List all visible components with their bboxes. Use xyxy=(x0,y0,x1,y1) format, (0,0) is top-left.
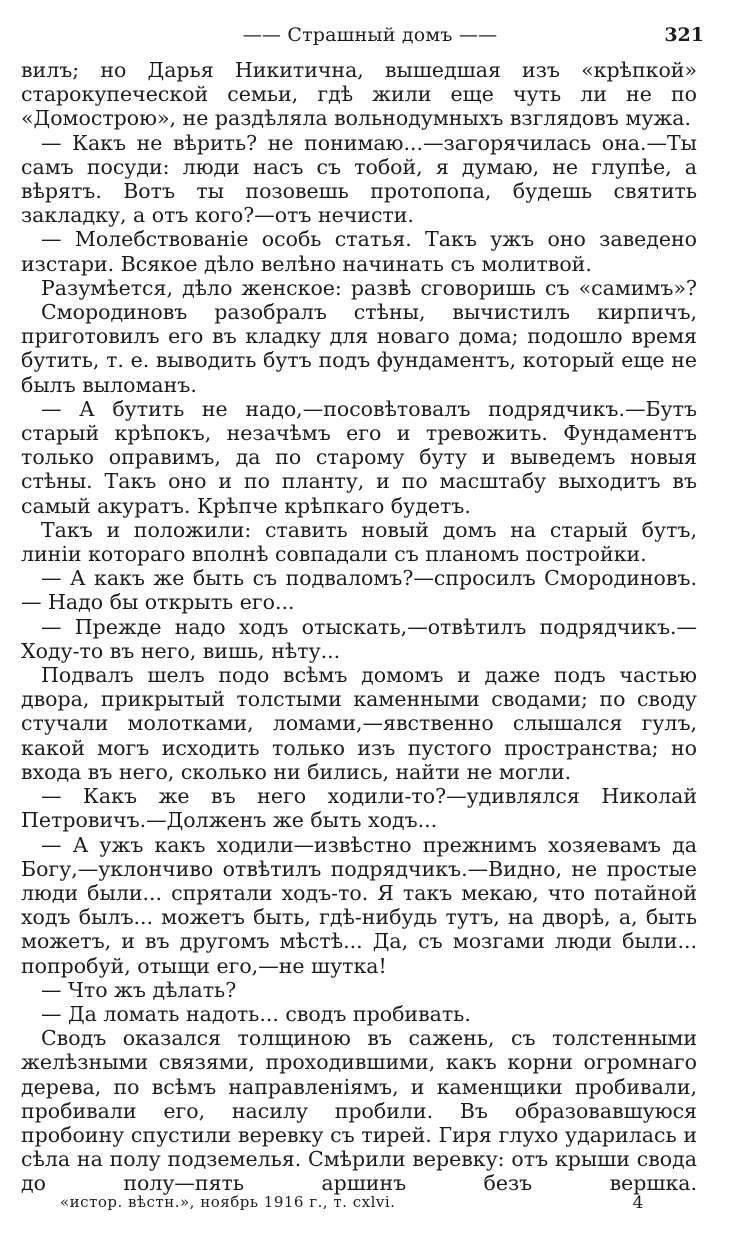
footer-source: «истор. вѣстн.», ноябрь 1916 г., т. cxlvi. xyxy=(60,1193,396,1211)
paragraph-5: Смородиновъ разобралъ стѣны, вычистилъ кирпичъ, приготовилъ его въ кладку для новаго дома; подошло время бутить, т. е. выводить бутъ подъ фундаментъ, который еще не былъ выломанъ. xyxy=(21,300,697,397)
paragraph-2: — Какъ не вѣрить? не понимаю...—загорячилась она.—Ты самъ посуди: люди насъ съ тобой, я думаю, не глупѣе, а вѣрятъ. Вотъ ты позовешь протопопа, будешь святить закладку, а отъ кого?—отъ нечисти. xyxy=(21,130,697,228)
running-title: —— Страшный домъ —— xyxy=(242,24,498,46)
paragraph-3: — Молебствованіе особь статья. Такъ ужъ оно заведено изстари. Всякое дѣло велѣно начинать съ молитвой. xyxy=(21,227,697,276)
paragraph-4: Разумѣется, дѣло женское: развѣ сговоришь съ «самимъ»? xyxy=(41,275,697,300)
paragraph-10: Подвалъ шелъ подо всѣмъ домомъ и даже подъ частью двора, прикрытый толстыми каменными сводами; по своду стучали молотками, ломами,—явственно слышался гулъ, какой могъ исходить только изъ пустого пространства; но входа въ него, сколько ни бились, найти не могли. xyxy=(21,663,697,784)
page-header xyxy=(0,24,740,50)
paragraph-7: Такъ и положили: ставить новый домъ на старый бутъ, линіи котораго вполнѣ совпадали съ планомъ постройки. xyxy=(21,517,697,567)
paragraph-9: — Прежде надо ходъ отыскать,—отвѣтилъ подрядчикъ.— Ходу-то въ него, вишь, нѣту... xyxy=(21,614,697,663)
body-text xyxy=(21,58,697,1196)
paragraph-11: — Какъ же въ него ходили-то?—удивлялся Николай Петровичъ.—Долженъ же быть ходъ... xyxy=(21,784,697,833)
paragraph-12: — А ужъ какъ ходили—извѣстно прежнимъ хозяевамъ да Богу,—уклончиво отвѣтилъ подрядчикъ.—Видно, не простые люди были... спрятали ходъ-то. Я такъ мекаю, что потайной ходъ былъ... можетъ быть, гдѣ-нибудь тутъ, на дворѣ, а, быть можетъ, и въ другомъ мѣстѣ... Да, съ мозгами люди были... попробуй, отыщи его,—не шутка! xyxy=(21,832,697,978)
paragraph-15: Сводъ оказался толщиною въ сажень, съ толстенными желѣзными связями, проходившими, какъ корни огромнаго дерева, по всѣмъ направленіямъ, и каменщики пробивали, пробивали его, насилу пробили. Въ образовавшуюся пробоину спустили веревку съ тирей. Гиря глухо ударилась и сѣла на полу подземелья. Смѣрили веревку: отъ крыши свода до полу—пять аршинъ безъ вершка. xyxy=(21,1026,697,1196)
page-number: 321 xyxy=(664,24,704,46)
paragraph-1: вилъ; но Дарья Никитична, вышедшая изъ «крѣпкой» старокупеческой семьи, гдѣ жили еще чуть ли не по «Домострою», не раздѣляла вольнодумныхъ взглядовъ мужа. xyxy=(21,58,697,131)
paragraph-13: — Что жъ дѣлать? xyxy=(41,977,237,1002)
page-footer xyxy=(60,1193,700,1211)
paragraph-6: — А бутить не надо,—посовѣтовалъ подрядчикъ.—Бутъ старый крѣпокъ, незачѣмъ его и тревожить. Фундаментъ только оправимъ, да по старому буту и выведемъ новыя стѣны. Такъ оно и по планту, и по масштабу выходитъ въ самый акуратъ. Крѣпче крѣпкаго будетъ. xyxy=(21,396,697,518)
signature-mark: 4 xyxy=(632,1193,644,1213)
paragraph-14: — Да ломать надоть... сводъ пробивать. xyxy=(41,1001,471,1026)
paragraph-8: — А какъ же быть съ подваломъ?—спросилъ Смородиновъ.— Надо бы открыть его... xyxy=(21,566,697,615)
